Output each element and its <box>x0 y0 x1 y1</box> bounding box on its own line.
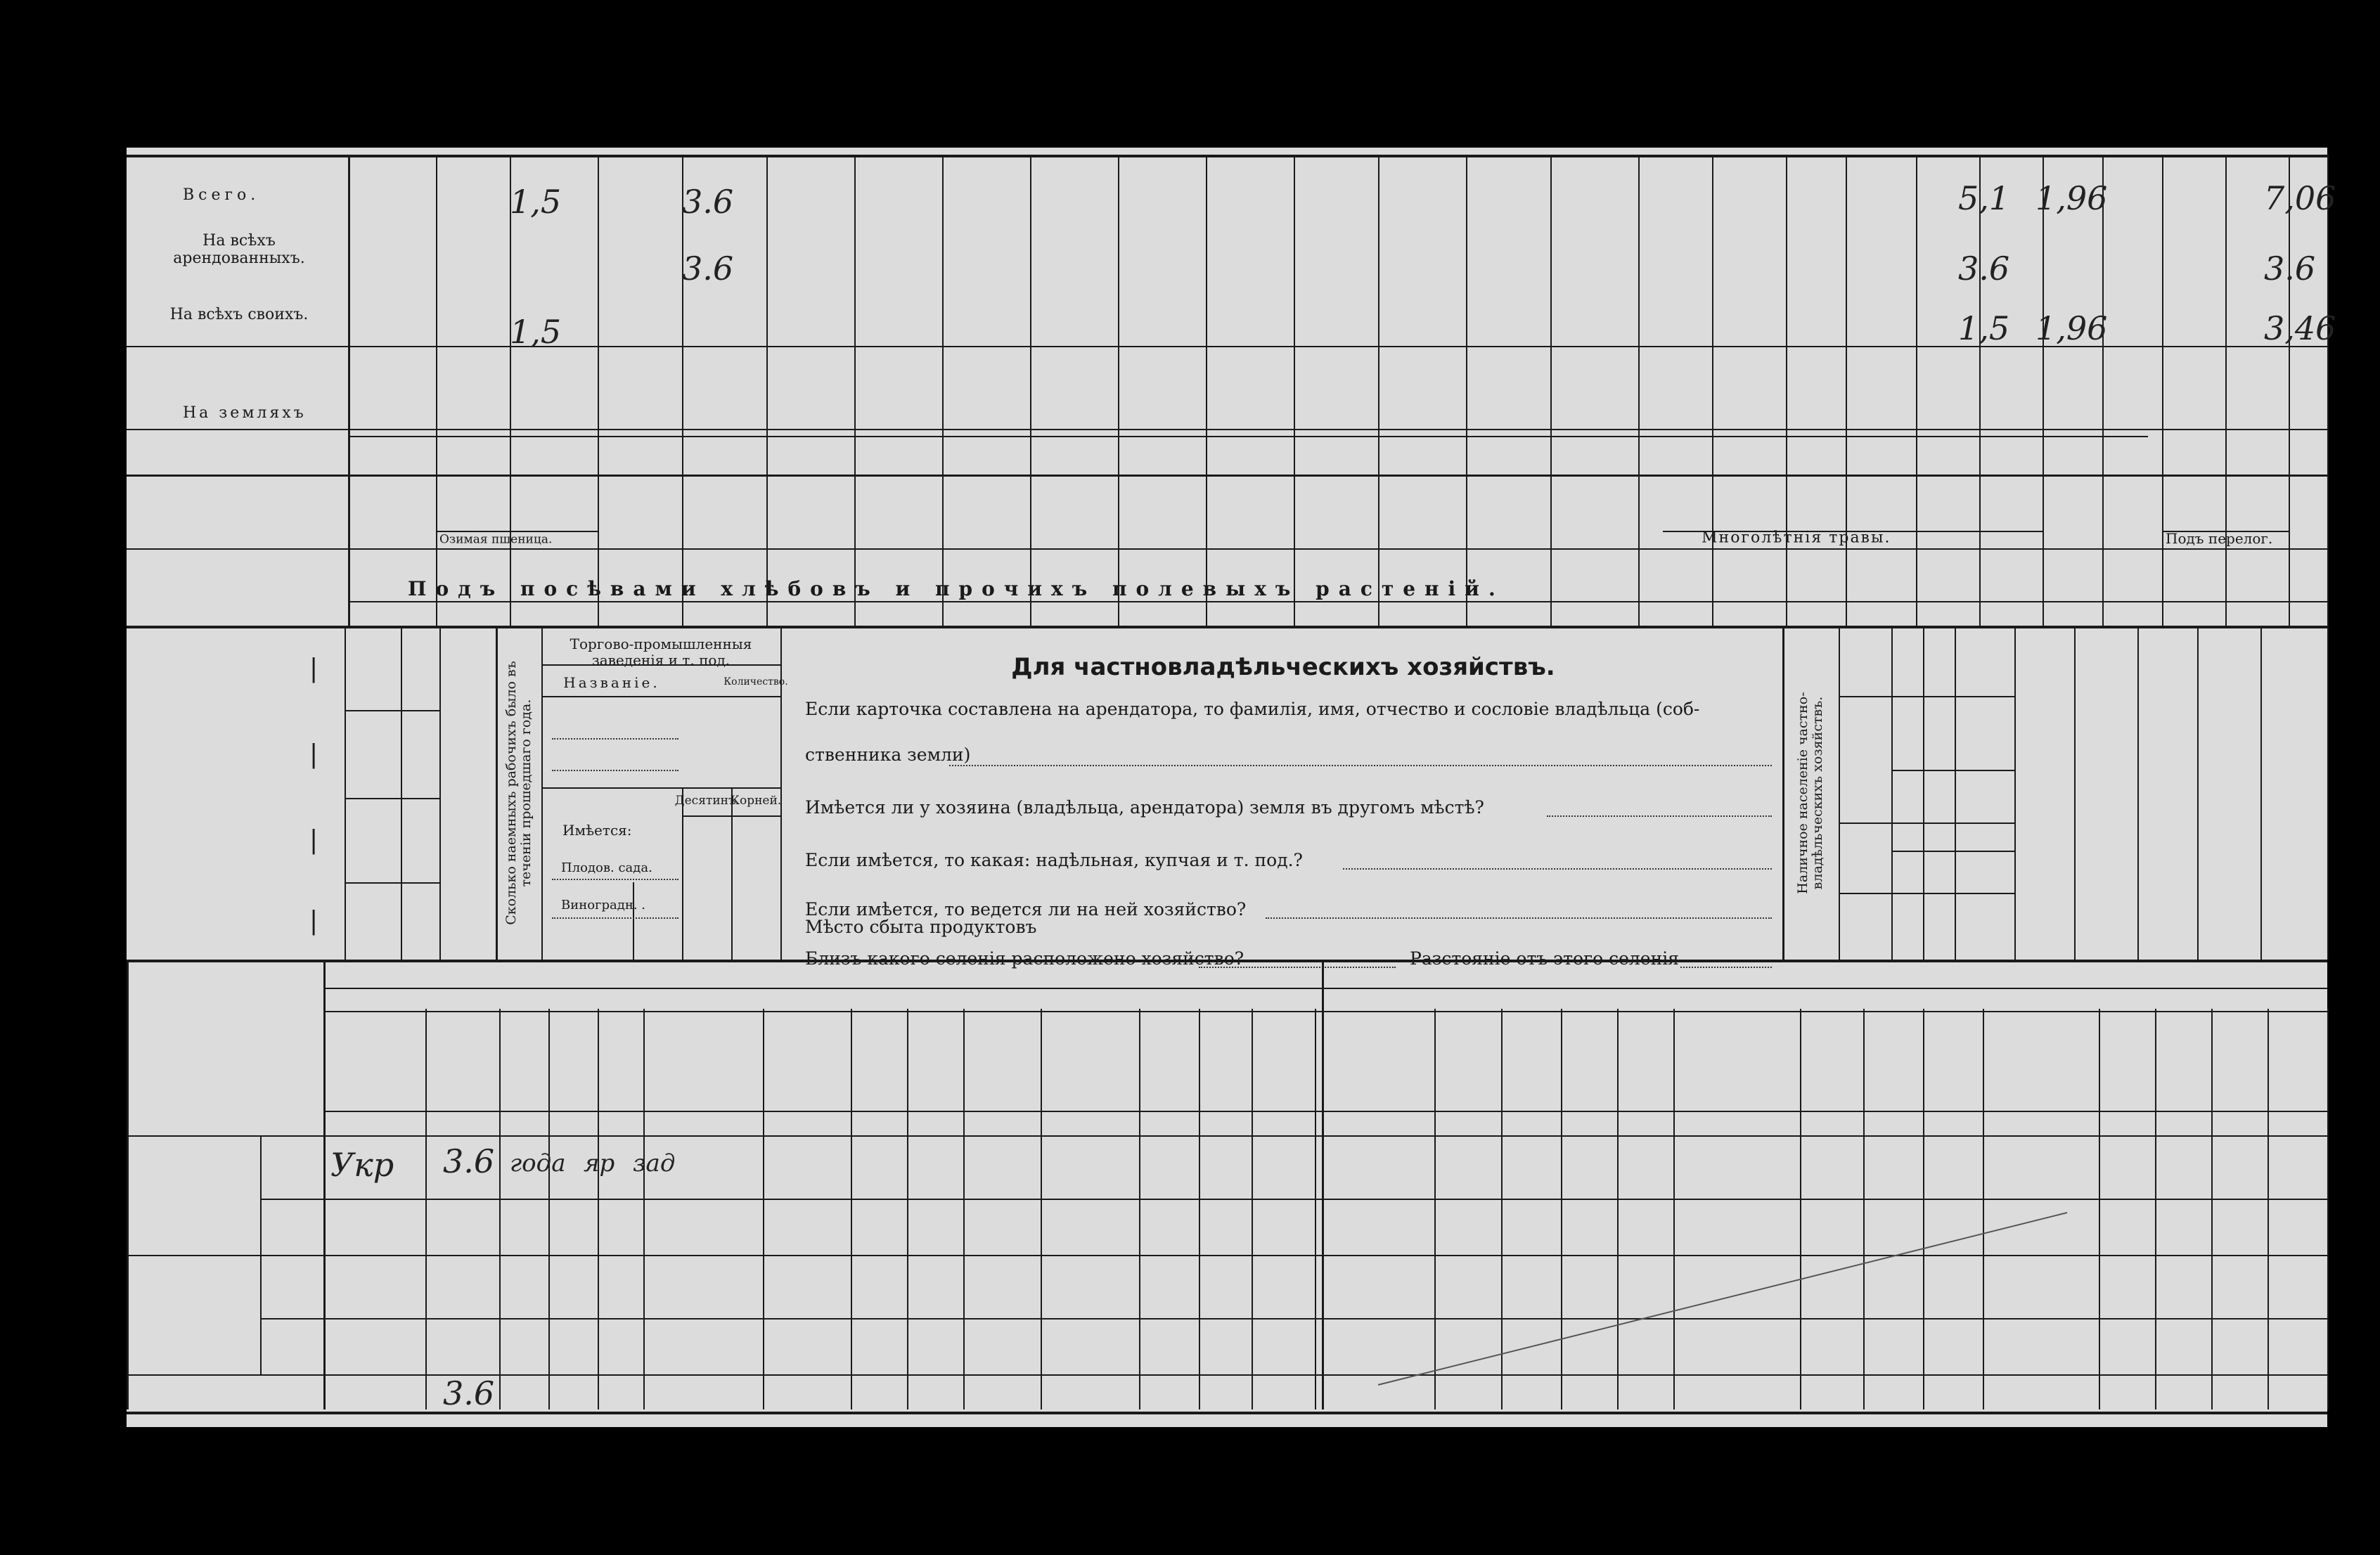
hw-arend-2: 3.6 <box>2264 250 2316 288</box>
hw-arenda-row-3: яр <box>584 1149 615 1177</box>
hw-arenda-row-1: 3.6 <box>443 1142 495 1180</box>
private-q5a: Близъ какого селенія расположено хозяйство? <box>805 948 1244 969</box>
private-title: Для частновладѣльческихъ хозяйствъ. <box>1011 653 1555 681</box>
private-q6a: Мѣсто сбыта продуктовъ <box>805 917 1037 937</box>
hw-svoikh-1: 1,5 <box>1958 309 2010 347</box>
hw-arend-1: 3.6 <box>1958 250 2010 288</box>
hw-vsego-4: 7,06 <box>2264 179 2336 217</box>
trade-desyatin: Десятинъ. <box>674 794 740 808</box>
hw-vsego-0: 1,5 <box>510 183 562 221</box>
hw-itogo: 3.6 <box>443 1374 495 1412</box>
hw-svoikh-0: 1,5 <box>510 313 562 351</box>
hired-dash-0: | <box>309 654 319 683</box>
hw-arenda-row-4: зад <box>633 1149 676 1177</box>
private-q1b: ственника земли) <box>805 744 971 765</box>
hw-vsego-2: 5,1 <box>1958 179 2010 217</box>
trade-korney: Корней. <box>730 794 782 808</box>
trade-orchard: Плодов. сада. <box>561 860 652 875</box>
row-label-na-zemlyakh: На земляхъ <box>183 404 307 422</box>
pencil-stroke <box>127 148 2327 1427</box>
trade-title: Торгово-промышленныя заведенія и т. под. <box>570 635 752 669</box>
hired-dash-1: | <box>309 740 319 769</box>
row-label-arendovannykh: На всѣхъ арендованныхъ. <box>173 232 305 268</box>
pencil-line <box>1378 1213 2067 1385</box>
trade-vineyard: Виноградн. . <box>561 898 645 912</box>
trade-name-col: Названіе. <box>563 674 660 691</box>
row-label-svoikh: На всѣхъ своихъ. <box>169 306 309 323</box>
sub-pod-perelog: Подъ перелог. <box>2166 530 2273 547</box>
hw-arenda-row-0: Укр <box>330 1146 394 1184</box>
row-label-vsego: Всего. <box>183 186 260 204</box>
hired-dash-3: | <box>309 907 319 936</box>
hw-arend-0: 3.6 <box>682 250 734 288</box>
population-title: Наличное населеніе частно-владѣльческихъ хозяйствъ. <box>1795 692 1825 894</box>
hw-svoikh-2: 1,96 <box>2035 309 2108 347</box>
private-q1a: Если карточка составлена на арендатора, то фамилія, имя, отчество и сословіе владѣльца (соб- <box>805 699 1700 719</box>
sub-ozimaya-pshenitsa: Озимая пшеница. <box>439 532 553 547</box>
trade-qty-col: Количество. <box>723 676 788 688</box>
banner-pod-posevami: Подъ посѣвами хлѣбовъ и прочихъ полевыхъ растеній. <box>408 577 1505 600</box>
census-card-sheet <box>127 148 2336 1427</box>
private-q4: Если имѣется, то ведется ли на ней хозяйство? <box>805 899 1247 920</box>
hired-dash-2: | <box>309 826 319 855</box>
hw-vsego-1: 3.6 <box>682 183 734 221</box>
hw-svoikh-3: 3,46 <box>2264 309 2336 347</box>
hw-arenda-row-2: года <box>510 1149 566 1177</box>
private-q3: Если имѣется, то какая: надѣльная, купчая и т. под.? <box>805 850 1303 870</box>
hired-workers-title: Сколько наемныхъ рабочихъ было въ теченіи прошедшаго года. <box>503 661 534 925</box>
private-q5b: Разстояніе отъ этого селенія <box>1410 948 1680 969</box>
sub-mnogoletnie-travy: Многолѣтнія травы. <box>1702 529 1891 547</box>
trade-has: Имѣется: <box>562 822 632 839</box>
private-q2: Имѣется ли у хозяина (владѣльца, арендатора) земля въ другомъ мѣстѣ? <box>805 797 1484 818</box>
hw-vsego-3: 1,96 <box>2035 179 2108 217</box>
